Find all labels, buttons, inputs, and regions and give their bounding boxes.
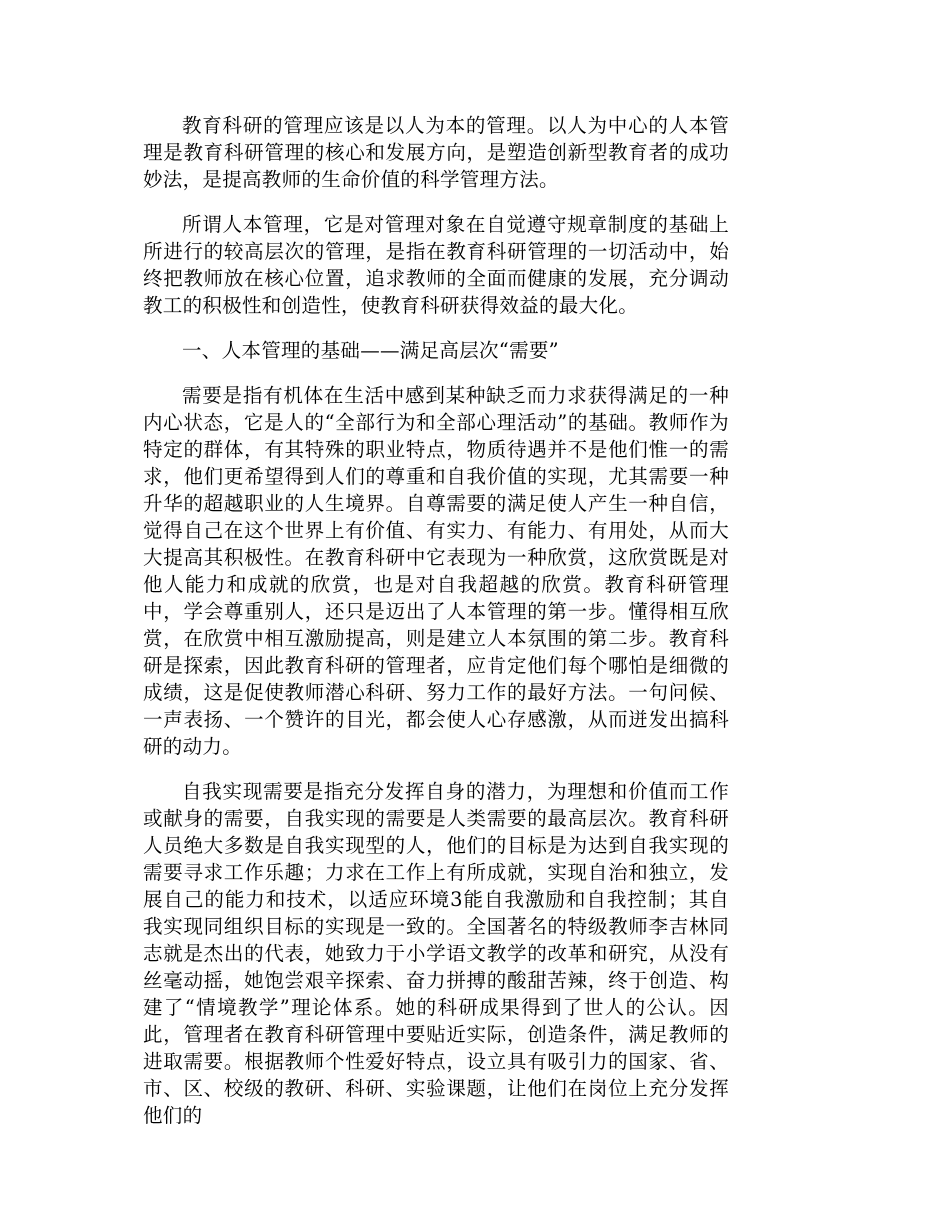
section-heading: 一、人本管理的基础——满足高层次“需要” (182, 339, 559, 362)
paragraph-needs: 需要是指有机体在生活中感到某种缺乏而力求获得满足的一种内心状态，它是人的“全部行为和全部心理活动”的基础。教师作为特定的群体，有其特殊的职业特点，物质待遇并不是他们惟一的需求，他们更希望得到人们的尊重和自我价值的实现，尤其需要一种升华的超越职业的人生境界。自尊需要的满足使人产生一种自信，觉得自己在这个世界上有价值、有实力、有能力、有用处，从而大大提高其积极性。在教育科研中它表现为一种欣赏，这欣赏既是对他人能力和成就的欣赏，也是对自我超越的欣赏。教育科研管理中，学会尊重别人，还只是迈出了人本管理的第一步。懂得相互欣赏，在欣赏中相互激励提高，则是建立人本氛围的第二步。教育科研是探索，因此教育科研的管理者，应肯定他们每个哪怕是细微的成绩，这是促使教师潜心科研、努力工作的最好方法。一句问候、一声表扬、一个赞许的目光，都会使人心存感激，从而迸发出搞科研的动力。 (143, 384, 729, 758)
paragraph-intro: 教育科研的管理应该是以人为本的管理。以人为中心的人本管理是教育科研管理的核心和发展方向，是塑造创新型教育者的成功妙法，是提高教师的生命价值的科学管理方法。 (143, 114, 729, 191)
paragraph-self-actualization: 自我实现需要是指充分发挥自身的潜力，为理想和价值而工作或献身的需要，自我实现的需要是人类需要的最高层次。教育科研人员绝大多数是自我实现型的人，他们的目标是为达到自我实现的需要寻求工作乐趣；力求在工作上有所成就，实现自治和独立，发展自己的能力和技术，以适应环境3能自我激励和自我控制；其自我实现同组织目标的实现是一致的。全国著名的特级教师李吉林同志就是杰出的代表，她致力于小学语文教学的改革和研究，从没有丝毫动摇，她饱尝艰辛探索、奋力拼搏的酸甜苦辣，终于创造、构建了“情境教学”理论体系。她的科研成果得到了世人的公认。因此，管理者在教育科研管理中要贴近实际，创造条件，满足教师的进取需要。根据教师个性爱好特点，设立具有吸引力的国家、省、市、区、校级的教研、科研、实验课题，让他们在岗位上充分发挥他们的 (143, 780, 729, 1127)
document-body (143, 112, 729, 1147)
paragraph-definition: 所谓人本管理，它是对管理对象在自觉遵守规章制度的基础上所进行的较高层次的管理，是指在教育科研管理的一切活动中，始终把教师放在核心位置，追求教师的全面而健康的发展，充分调动教工的积极性和创造性，使教育科研获得效益的最大化。 (143, 213, 729, 317)
